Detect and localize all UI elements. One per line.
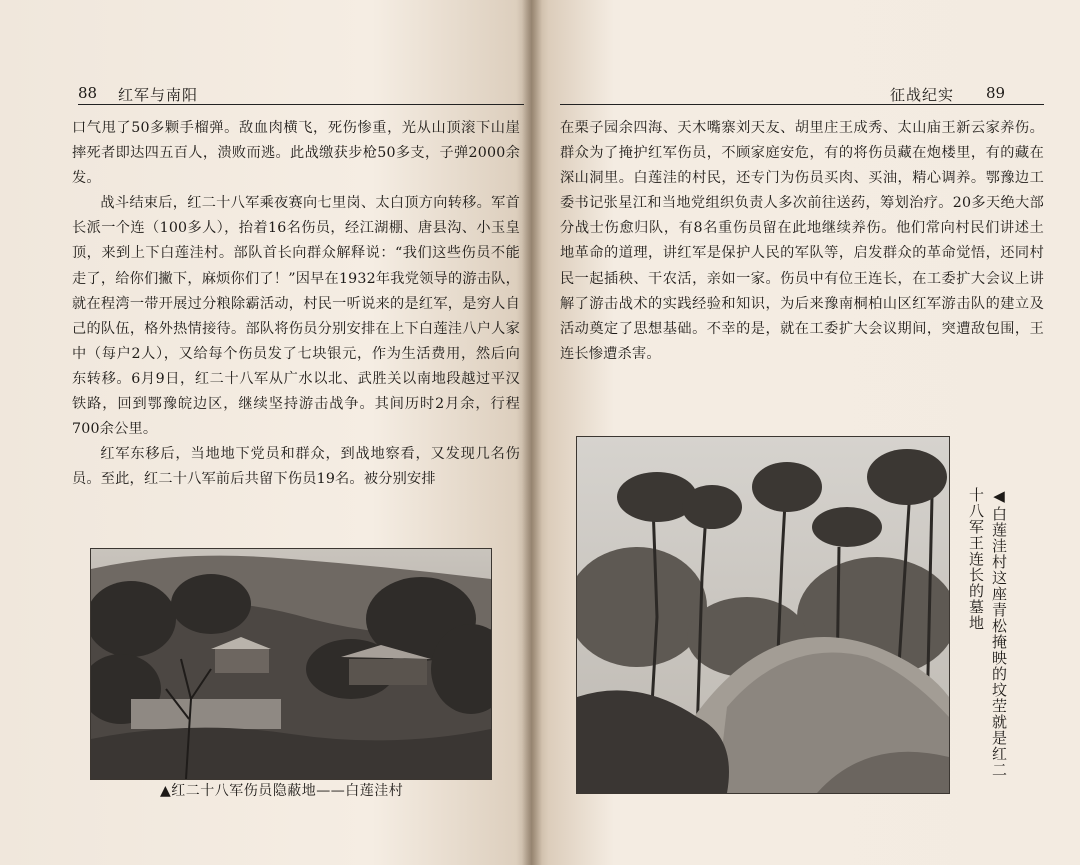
photo-caption-right: ◀白莲洼村这座青松掩映的坟茔就是红二十八军王连长的墓地 <box>967 487 1008 778</box>
running-title-left: 红军与南阳 <box>118 86 199 104</box>
village-photo-image <box>91 549 491 779</box>
page-number-left: 88 <box>78 84 98 102</box>
paragraph: 战斗结束后，红二十八军乘夜赛向七里岗、太白顶方向转移。军首长派一个连（100多人），抬着16名伤员，经江湖棚、唐县沟、小玉皇顶，来到上下白莲洼村。部队首长向群众解释说：“我们这些伤员不能走了，给你们撇下，麻烦你们了！”因早在1932年我党领导的游击队，就在程湾一带开展过分粮除霸活动，村民一听说来的是红军，是穷人自己的队伍，格外热情接待。部队将伤员分别安排在上下白莲洼八户人家中（每户2人），又给每个伤员发了七块银元，作为生活费用，然后向东转移。6月9日，红二十八军从广水以北、武胜关以南地段越过平汉铁路，回到鄂豫皖边区，继续坚持游击战争。其间历时2月余，行程700余公里。 <box>72 195 520 438</box>
page-number-right: 89 <box>986 84 1006 102</box>
photo-caption-left: ▲红二十八军伤员隐蔽地——白莲洼村 <box>160 783 404 799</box>
grave-photo <box>576 436 950 794</box>
running-title-right: 征战纪实 <box>890 86 955 104</box>
paragraph: 口气甩了50多颗手榴弹。敌血肉横飞，死伤惨重，光从山顶滚下山崖摔死者即达四五百人，溃败而逃。此战缴获步枪50多支，子弹2000余发。 <box>72 120 520 187</box>
left-page <box>0 0 532 865</box>
right-page-body <box>560 116 1044 367</box>
right-page-header <box>560 80 1044 105</box>
left-page-header <box>78 80 524 105</box>
book-gutter <box>522 0 542 865</box>
left-page-body <box>72 116 520 492</box>
grave-photo-image <box>577 437 949 793</box>
village-photo <box>90 548 492 780</box>
right-page <box>532 0 1080 865</box>
paragraph: 在栗子园余四海、天木嘴寨刘天友、胡里庄王成秀、太山庙王新云家养伤。群众为了掩护红军伤员，不顾家庭安危，有的将伤员藏在炮楼里，有的藏在深山洞里。白莲洼的村民，还专门为伤员买肉、买油，精心调养。鄂豫边工委书记张星江和当地党组织负责人多次前往送药，筹划治疗。20多天绝大部分战士伤愈归队，有8名重伤员留在此地继续养伤。他们常向村民们讲述土地革命的道理，讲红军是保护人民的军队等，启发群众的革命觉悟，还同村民一起插秧、干农活，亲如一家。伤员中有位王连长，在工委扩大会议上讲解了游击战术的实践经验和知识，为后来豫南桐柏山区红军游击队的建立及活动奠定了思想基础。不幸的是，就在工委扩大会议期间，突遭敌包围，王连长惨遭杀害。 <box>560 120 1044 362</box>
paragraph: 红军东移后，当地地下党员和群众，到战地察看，又发现几名伤员。至此，红二十八军前后共留下伤员19名。被分别安排 <box>72 446 520 488</box>
